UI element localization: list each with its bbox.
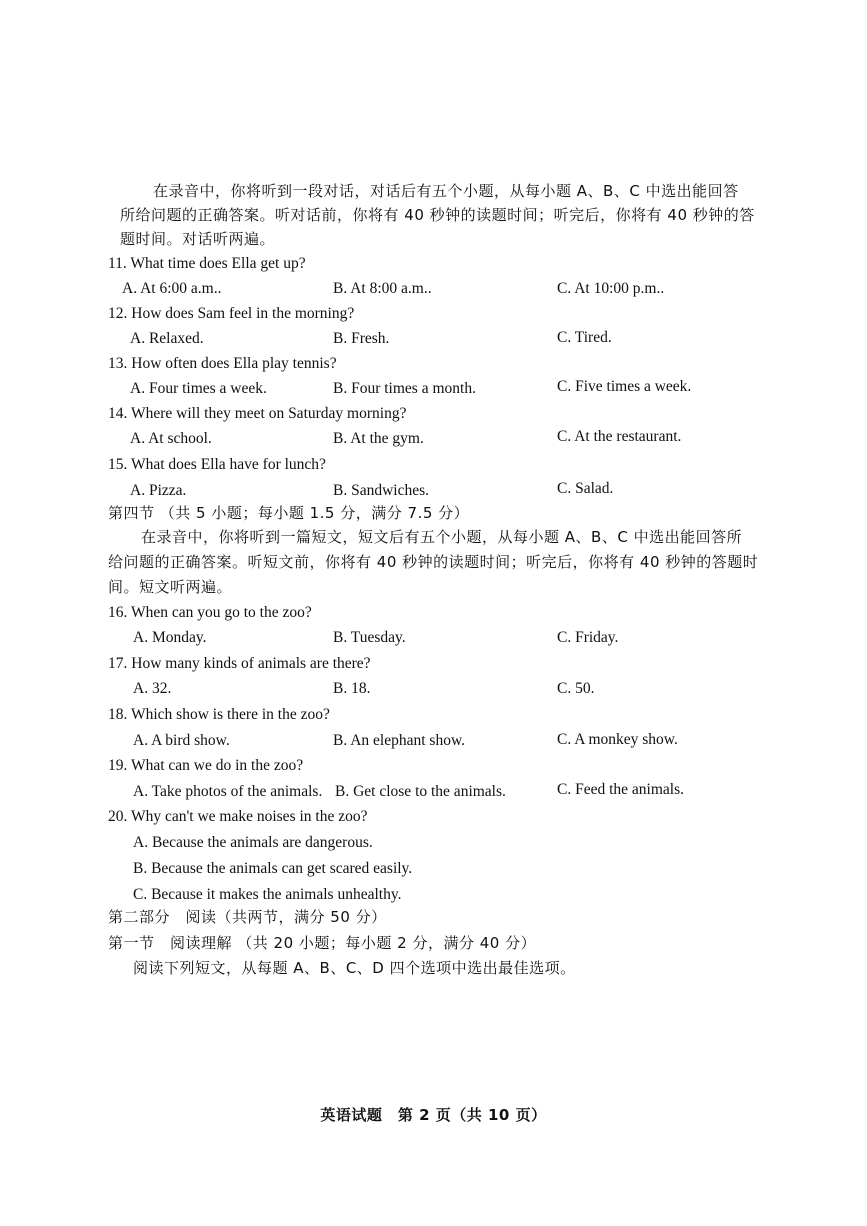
question-stem: 11. What time does Ella get up?: [108, 255, 306, 272]
option-a: A. At school.: [130, 430, 212, 447]
option-b: B. Four times a month.: [333, 380, 476, 397]
question-stem: 14. Where will they meet on Saturday morning?: [108, 405, 407, 422]
option-a: A. Take photos of the animals.: [133, 783, 323, 800]
option-b: B. Sandwiches.: [333, 482, 430, 499]
option-a: A. At 6:00 a.m..: [122, 280, 222, 297]
instruction-line: 在录音中，你将听到一篇短文，短文后有五个小题，从每小题 A、B、C 中选出能回答所: [141, 528, 743, 546]
option-b: B. Because the animals can get scared easily.: [133, 860, 413, 877]
question-stem: 15. What does Ella have for lunch?: [108, 456, 326, 473]
option-c: C. At the restaurant.: [557, 428, 682, 445]
section-title: 第四节 （共 5 小题；每小题 1.5 分，满分 7.5 分）: [108, 504, 470, 522]
option-c: C. Friday.: [557, 629, 619, 646]
option-a: A. 32.: [133, 680, 172, 697]
option-a: A. Relaxed.: [130, 330, 204, 347]
option-a: A. Monday.: [133, 629, 207, 646]
instruction-line: 在录音中，你将听到一段对话，对话后有五个小题，从每小题 A、B、C 中选出能回答: [153, 182, 739, 200]
option-c: C. A monkey show.: [557, 731, 678, 748]
instruction-line: 给问题的正确答案。听短文前，你将有 40 秒钟的读题时间；听完后，你将有 40 秒钟的答题时: [108, 553, 759, 571]
page-footer: 英语试题 第 2 页（共 10 页）: [320, 1106, 547, 1124]
option-c: C. 50.: [557, 680, 595, 697]
question-stem: 17. How many kinds of animals are there?: [108, 655, 371, 672]
option-b: B. 18.: [333, 680, 371, 697]
option-c: C. Feed the animals.: [557, 781, 684, 798]
option-c: C. Because it makes the animals unhealthy.: [133, 886, 402, 903]
option-b: B. An elephant show.: [333, 732, 466, 749]
option-a: A. A bird show.: [133, 732, 230, 749]
option-b: B. At the gym.: [333, 430, 424, 447]
question-stem: 18. Which show is there in the zoo?: [108, 706, 330, 723]
question-stem: 13. How often does Ella play tennis?: [108, 355, 337, 372]
option-a: A. Four times a week.: [130, 380, 267, 397]
option-a: A. Pizza.: [130, 482, 187, 499]
section-title: 第一节 阅读理解 （共 20 小题；每小题 2 分，满分 40 分）: [108, 934, 537, 952]
option-b: B. Fresh.: [333, 330, 390, 347]
option-c: C. Tired.: [557, 329, 612, 346]
option-b: B. Get close to the animals.: [335, 783, 506, 800]
option-b: B. At 8:00 a.m..: [333, 280, 432, 297]
option-b: B. Tuesday.: [333, 629, 406, 646]
question-stem: 19. What can we do in the zoo?: [108, 757, 304, 774]
instruction-line: 间。短文听两遍。: [108, 578, 233, 596]
instruction-line: 题时间。对话听两遍。: [120, 230, 276, 248]
instruction-line: 所给问题的正确答案。听对话前，你将有 40 秒钟的读题时间；听完后，你将有 40 秒钟的答: [120, 206, 755, 224]
option-c: C. Five times a week.: [557, 378, 692, 395]
question-stem: 20. Why can't we make noises in the zoo?: [108, 808, 368, 825]
instruction-line: 阅读下列短文，从每题 A、B、C、D 四个选项中选出最佳选项。: [133, 959, 576, 977]
option-a: A. Because the animals are dangerous.: [133, 834, 373, 851]
option-c: C. At 10:00 p.m..: [557, 280, 665, 297]
question-stem: 16. When can you go to the zoo?: [108, 604, 312, 621]
part-title: 第二部分 阅读（共两节，满分 50 分）: [108, 908, 387, 926]
question-stem: 12. How does Sam feel in the morning?: [108, 305, 355, 322]
option-c: C. Salad.: [557, 480, 614, 497]
